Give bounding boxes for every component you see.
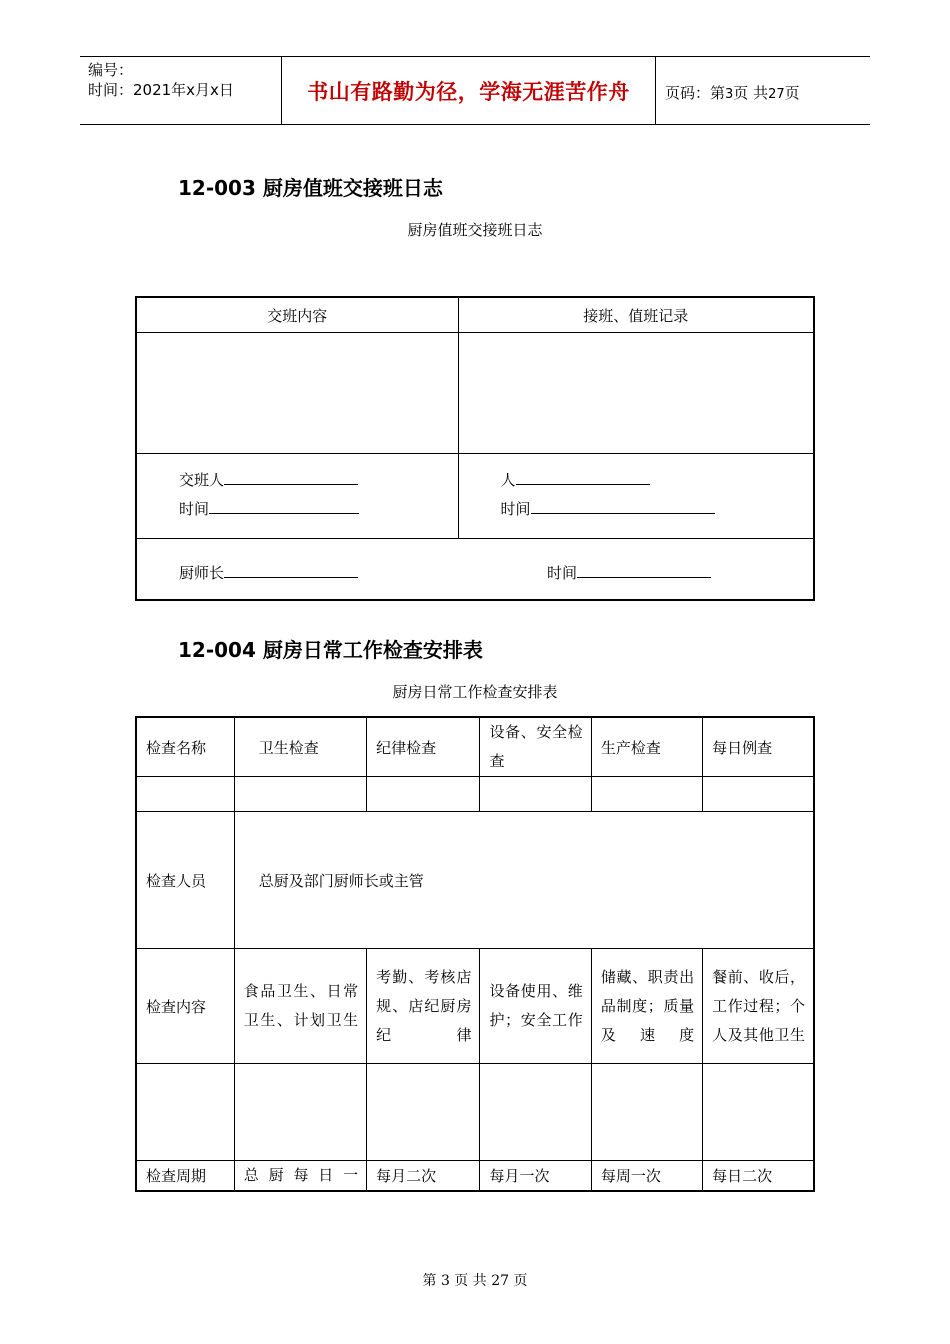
header-divider bbox=[655, 56, 656, 124]
takeover-time-row bbox=[501, 495, 814, 524]
header-bottom-rule bbox=[80, 124, 870, 125]
header-motto: 书山有路勤为径，学海无涯苦作舟 bbox=[307, 80, 630, 104]
chef-time-label: 时间 bbox=[547, 564, 578, 582]
handover-person-label: 交班人 bbox=[179, 471, 225, 489]
empty-cell[interactable] bbox=[703, 777, 814, 812]
handover-log-table bbox=[135, 296, 815, 601]
cycle-hygiene: 总厨每日一 bbox=[234, 1161, 366, 1191]
empty-cell[interactable] bbox=[480, 777, 591, 812]
header-meta bbox=[88, 60, 234, 100]
content-production: 储藏、职责出品制度；质量及速度 bbox=[591, 949, 702, 1064]
cycle-discipline: 每月二次 bbox=[367, 1161, 480, 1191]
col-header-takeover-record: 接班、值班记录 bbox=[458, 297, 814, 333]
page-number: 3 bbox=[725, 87, 734, 102]
cycle-equipment-safety: 每月一次 bbox=[480, 1161, 591, 1191]
staff-value: 总厨及部门厨师长或主管 bbox=[234, 812, 814, 949]
content-daily: 餐前、收后，工作过程；个人及其他卫生 bbox=[703, 949, 814, 1064]
page-prefix: 页码：第 bbox=[665, 84, 726, 102]
empty-cell[interactable] bbox=[591, 1064, 702, 1161]
page-total: 27 bbox=[768, 87, 785, 102]
page-mid: 页 共 bbox=[733, 84, 769, 102]
empty-cell[interactable] bbox=[367, 777, 480, 812]
content-discipline: 考勤、考核店规、店纪厨房纪律 bbox=[367, 949, 480, 1064]
header-check-name: 检查名称 bbox=[136, 717, 234, 777]
cycle-production: 每周一次 bbox=[591, 1161, 702, 1191]
chef-signature bbox=[179, 559, 358, 583]
empty-cell[interactable] bbox=[703, 1064, 814, 1161]
takeover-time-field[interactable] bbox=[531, 495, 715, 514]
page-suffix: 页 bbox=[784, 84, 800, 102]
header-discipline-check: 纪律检查 bbox=[367, 717, 480, 777]
section-title-12-004: 12-004 厨房日常工作检查安排表 bbox=[178, 638, 483, 662]
chef-signature-row bbox=[136, 539, 814, 601]
handover-time-field[interactable] bbox=[209, 495, 359, 514]
col-header-handover-content: 交班内容 bbox=[136, 297, 458, 333]
inspection-schedule-table bbox=[135, 716, 815, 1192]
takeover-record-cell[interactable] bbox=[458, 333, 814, 454]
empty-cell[interactable] bbox=[136, 1064, 234, 1161]
header-time-label: 时间：2021年x月x日 bbox=[88, 81, 234, 99]
content-hygiene: 食品卫生、日常卫生、计划卫生 bbox=[234, 949, 366, 1064]
header-production-check: 生产检查 bbox=[591, 717, 702, 777]
chef-field[interactable] bbox=[224, 559, 358, 578]
takeover-person-field[interactable] bbox=[516, 466, 650, 485]
header-top-rule bbox=[80, 56, 870, 57]
header-equipment-safety-check: 设备、安全检查 bbox=[480, 717, 591, 777]
empty-cell[interactable] bbox=[367, 1064, 480, 1161]
takeover-person-row bbox=[501, 466, 814, 495]
chef-label: 厨师长 bbox=[179, 564, 225, 582]
content-label: 检查内容 bbox=[136, 949, 234, 1064]
takeover-time-label: 时间 bbox=[500, 500, 531, 518]
handover-time-label: 时间 bbox=[179, 500, 210, 518]
header-daily-check: 每日例查 bbox=[703, 717, 814, 777]
table-caption-inspection-schedule: 厨房日常工作检查安排表 bbox=[392, 683, 558, 701]
handover-time-row bbox=[179, 495, 458, 524]
empty-cell[interactable] bbox=[136, 777, 234, 812]
empty-cell[interactable] bbox=[591, 777, 702, 812]
cycle-label: 检查周期 bbox=[136, 1161, 234, 1191]
header-number-label: 编号： bbox=[88, 61, 134, 79]
chef-time bbox=[547, 559, 711, 583]
takeover-signature-cell bbox=[458, 454, 814, 539]
empty-cell[interactable] bbox=[234, 1064, 366, 1161]
staff-label: 检查人员 bbox=[136, 812, 234, 949]
cycle-daily: 每日二次 bbox=[703, 1161, 814, 1191]
handover-content-cell[interactable] bbox=[136, 333, 458, 454]
takeover-person-label: 人 bbox=[500, 471, 516, 489]
chef-time-field[interactable] bbox=[577, 559, 711, 578]
handover-signature-cell bbox=[136, 454, 458, 539]
table-caption-handover-log: 厨房值班交接班日志 bbox=[407, 221, 543, 239]
empty-cell[interactable] bbox=[480, 1064, 591, 1161]
handover-person-row bbox=[179, 466, 458, 495]
section-title-12-003: 12-003 厨房值班交接班日志 bbox=[178, 176, 443, 200]
header-hygiene-check: 卫生检查 bbox=[234, 717, 366, 777]
empty-cell[interactable] bbox=[234, 777, 366, 812]
header-page-info bbox=[665, 82, 800, 103]
handover-person-field[interactable] bbox=[224, 466, 358, 485]
content-equipment-safety: 设备使用、维护；安全工作 bbox=[480, 949, 591, 1064]
page-footer: 第 3 页 共 27 页 bbox=[422, 1273, 528, 1289]
